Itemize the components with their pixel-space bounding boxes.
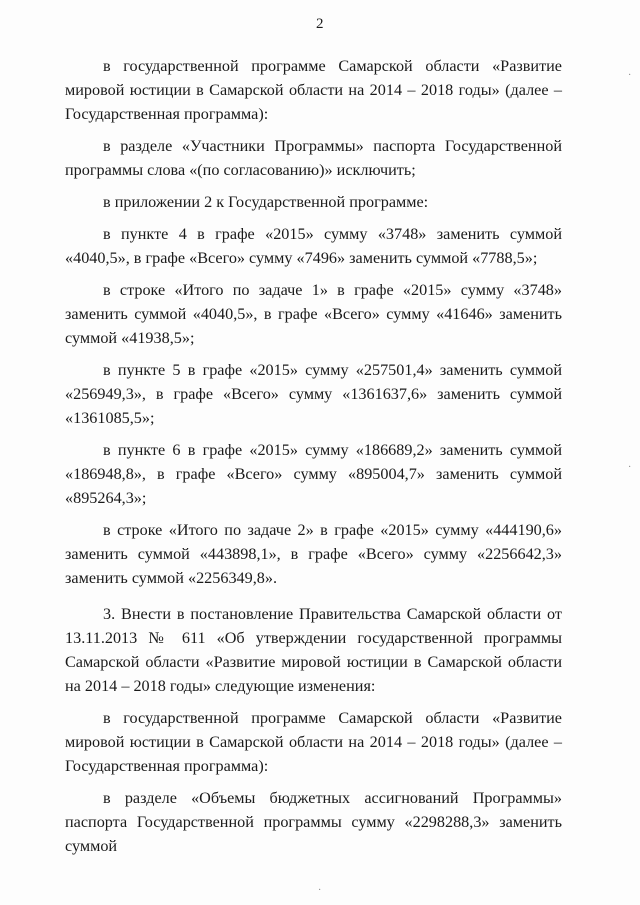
scan-mark: ·: [628, 70, 632, 81]
document-body: [65, 54, 562, 858]
paragraph-item-4: в пункте 4 в графе «2015» сумму «3748» заменить суммой «4040,5», в графе «Всего» сумму «7496» заменить суммой «7788,5»;: [65, 225, 562, 267]
page-number: 2: [316, 16, 324, 32]
paragraph-total-task-2: в строке «Итого по задаче 2» в графе «2015» сумму «444190,6» заменить суммой «443898,1», в графе «Всего» сумму «2256642,3» заменить суммой «2256349,8».: [65, 521, 562, 587]
paragraph-appendix-2: в приложении 2 к Государственной программе:: [103, 193, 429, 211]
scan-mark: ·: [628, 462, 632, 473]
paragraph-section-3: 3. Внести в постановление Правительства Самарской области от 13.11.2013 № 611 «Об утверждении государственной программы Самарской области «Развитие мировой юстиции в Самарской области на 2014 – 2018 годы» следующие изменения:: [65, 605, 562, 695]
paragraph-item-5: в пункте 5 в графе «2015» сумму «257501,4» заменить суммой «256949,3», в графе «Всего» сумму «1361637,6» заменить суммой «1361085,5»;: [65, 361, 562, 427]
paragraph-state-program-intro: в государственной программе Самарской области «Развитие мировой юстиции в Самарской области на 2014 – 2018 годы» (далее – Государственная программа):: [65, 57, 562, 123]
paragraph-item-6: в пункте 6 в графе «2015» сумму «186689,2» заменить суммой «186948,8», в графе «Всего» сумму «895004,7» заменить суммой «895264,3»;: [65, 441, 562, 507]
paragraph-state-program-repeat: в государственной программе Самарской области «Развитие мировой юстиции в Самарской области на 2014 – 2018 годы» (далее – Государственная программа):: [65, 709, 562, 775]
scan-mark: ·: [318, 885, 322, 896]
paragraph-budget-section: в разделе «Объемы бюджетных ассигнований Программы» паспорта Государственной программы сумму «2298288,3» заменить суммой: [65, 789, 562, 855]
paragraph-participants-section: в разделе «Участники Программы» паспорта Государственной программы слова «(по согласованию)» исключить;: [65, 137, 562, 179]
paragraph-total-task-1: в строке «Итого по задаче 1» в графе «2015» сумму «3748» заменить суммой «4040,5», в графе «Всего» сумму «41646» заменить суммой «41938,5»;: [65, 281, 562, 347]
